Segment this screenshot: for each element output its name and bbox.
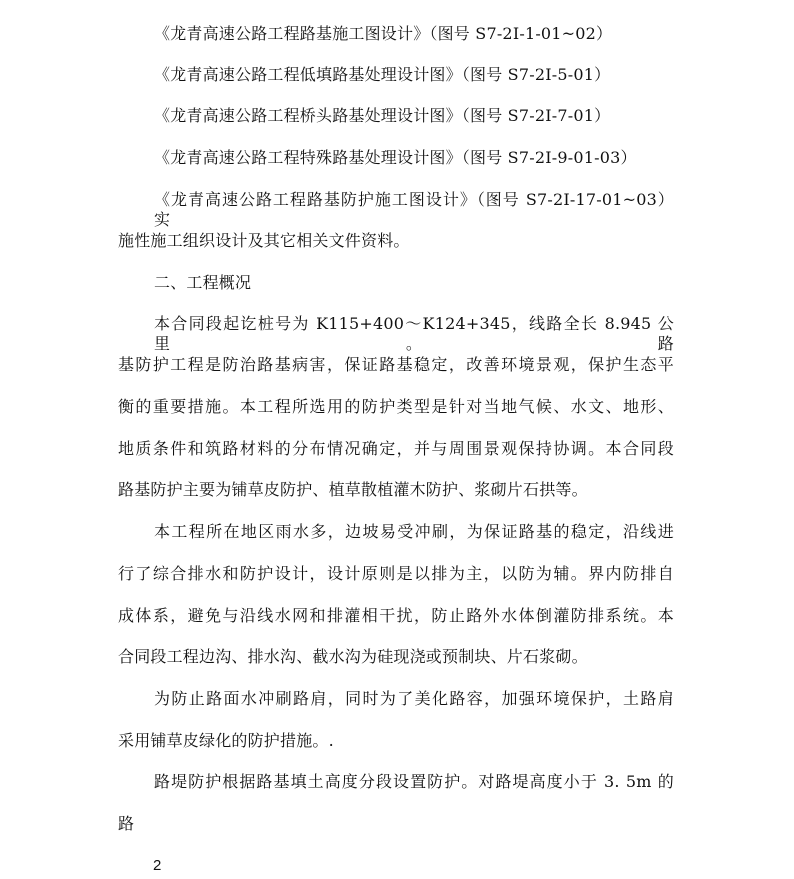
reference-line-2: 《龙青高速公路工程低填路基处理设计图》（图号 S7-2I-5-01） <box>154 65 611 84</box>
page-number: 2 <box>153 857 162 874</box>
paragraph-1-line-1: 本合同段起讫桩号为 K115+400～K124+345，线路全长 8.945 公里。路 <box>154 314 674 353</box>
reference-line-4: 《龙青高速公路工程特殊路基处理设计图》（图号 S7-2I-9-01-03） <box>154 148 637 167</box>
paragraph-2-line-2: 行了综合排水和防护设计，设计原则是以排为主，以防为辅。界内防排自 <box>118 564 674 583</box>
paragraph-1-line-2: 基防护工程是防治路基病害，保证路基稳定，改善环境景观，保护生态平 <box>118 355 674 374</box>
reference-line-3: 《龙青高速公路工程桥头路基处理设计图》（图号 S7-2I-7-01） <box>154 106 611 125</box>
paragraph-3-line-1: 为防止路面水冲刷路肩，同时为了美化路容，加强环境保护，土路肩 <box>154 689 674 708</box>
paragraph-1-line-5: 路基防护主要为铺草皮防护、植草散植灌木防护、浆砌片石拱等。 <box>118 480 588 499</box>
reference-line-1: 《龙青高速公路工程路基施工图设计》（图号 S7-2I-1-01~02） <box>154 24 613 43</box>
paragraph-3-line-2: 采用铺草皮绿化的防护措施。. <box>118 731 334 750</box>
paragraph-4-line-1: 路堤防护根据路基填土高度分段设置防护。对路堤高度小于 3. 5m 的 <box>154 772 674 791</box>
paragraph-1-line-3: 衡的重要措施。本工程所选用的防护类型是针对当地气候、水文、地形、 <box>118 397 674 416</box>
paragraph-2-line-3: 成体系，避免与沿线水网和排灌相干扰，防止路外水体倒灌防排系统。本 <box>118 606 674 625</box>
paragraph-1-line-4: 地质条件和筑路材料的分布情况确定，并与周围景观保持协调。本合同段 <box>118 439 674 458</box>
section-heading: 二、工程概况 <box>154 273 252 292</box>
reference-line-5-continuation: 施性施工组织设计及其它相关文件资料。 <box>118 231 410 250</box>
reference-line-5: 《龙青高速公路工程路基防护施工图设计》（图号 S7-2I-17-01~03） 实 <box>154 190 674 229</box>
paragraph-2-line-4: 合同段工程边沟、排水沟、截水沟为硅现浇或预制块、片石浆砌。 <box>118 647 588 666</box>
paragraph-2-line-1: 本工程所在地区雨水多，边坡易受冲刷，为保证路基的稳定，沿线进 <box>154 522 674 541</box>
paragraph-4-line-2: 路 <box>118 814 135 833</box>
